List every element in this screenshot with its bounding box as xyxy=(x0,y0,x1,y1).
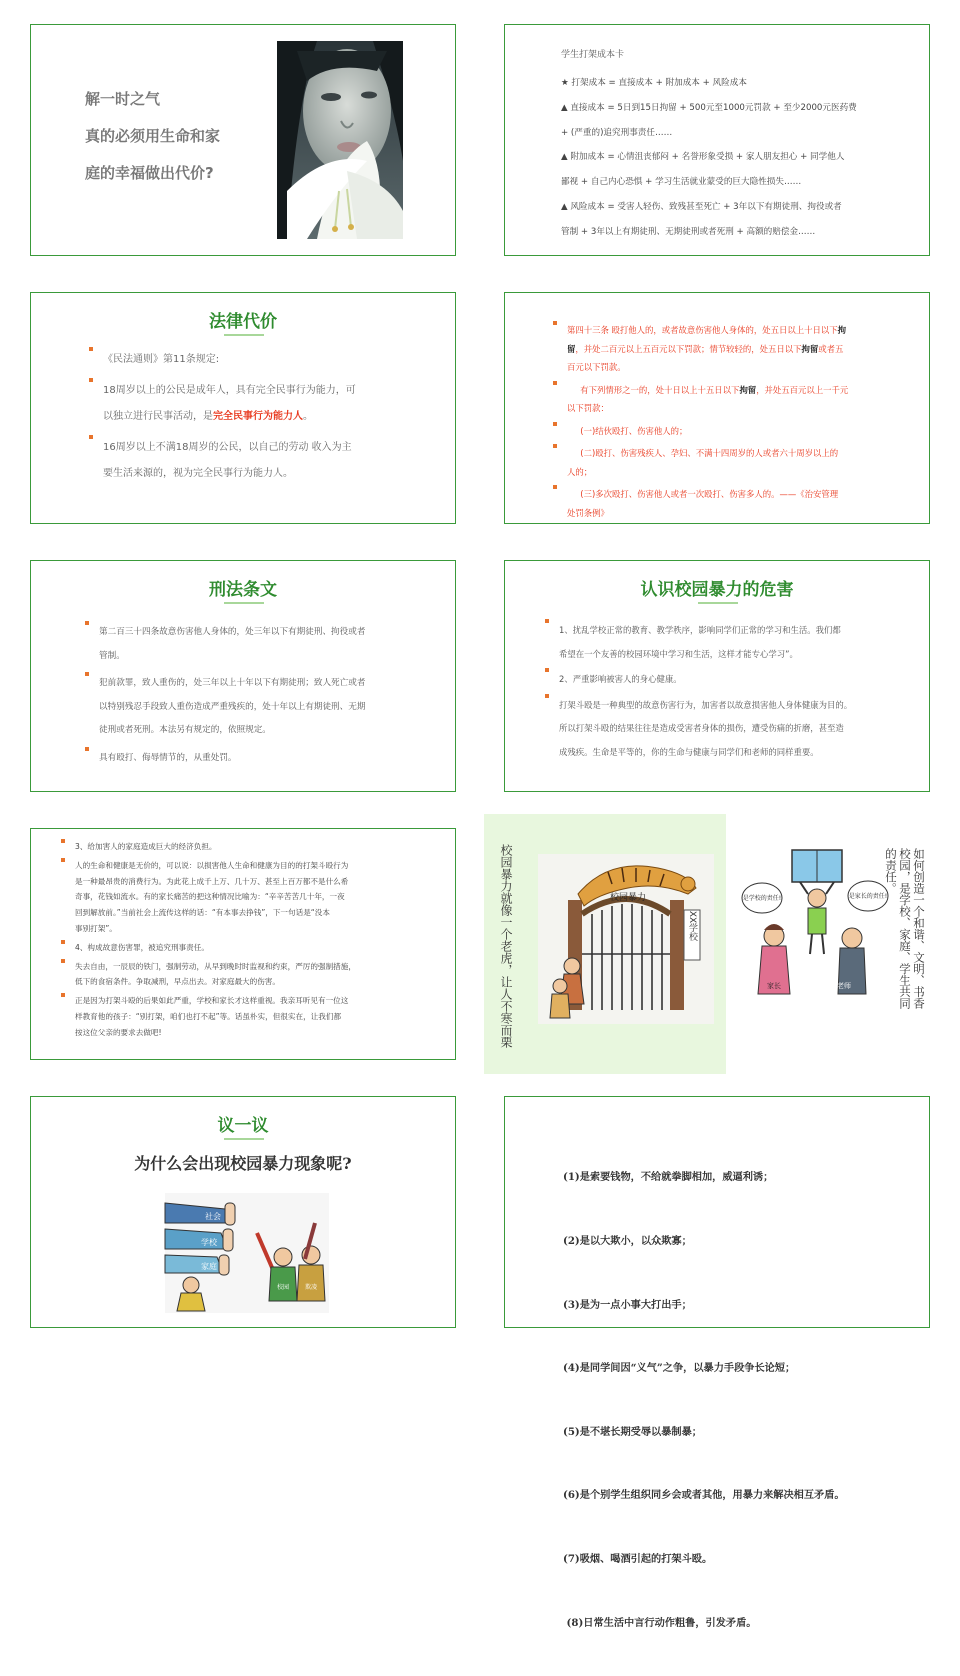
cost-card-heading: 学生打架成本卡 xyxy=(561,50,625,60)
hand-label: 学校 xyxy=(201,1238,217,1247)
kid-label: 欺凌 xyxy=(304,1284,318,1291)
list-item: (3)是为一点小事大打出手； xyxy=(563,1298,692,1311)
cost-item: ▲ 附加成本 = 心情沮丧郁闷 + 名誉形象受损 + 家人朋友担心 + 同学他人 xyxy=(561,152,845,163)
slide-8-left-panel xyxy=(484,814,726,1074)
slide-6 xyxy=(504,560,930,792)
crying-girl-lily-image xyxy=(277,41,403,239)
slide-2 xyxy=(504,24,930,256)
speech-bubble-right: 是家长的责任! xyxy=(848,893,888,900)
list-item: 人的生命和健康是无价的，可以说：以损害他人生命和健康为目的的打架斗殴行为 是一种最昂贵的消费行为。为此花上成千上万、几十万、甚至上百万都不是什么希 奇事，花钱如流水。有的家长痛苦的把这种情况比喻为：“辛辛苦苦几十年，一夜 回到解放前。”当前社会上流传这样的话：“有本事去挣钱”，下一句话是“没本 事别打架”。 xyxy=(61,858,356,937)
list-item: (二)殴打、伤害残疾人、孕妇、不满十四周岁的人或者六十周岁以上的 人的； xyxy=(553,444,848,481)
cost-card-list xyxy=(561,71,857,245)
hand-label: 家庭 xyxy=(201,1262,217,1271)
security-law-list xyxy=(553,321,848,522)
list-item: (6)是个别学生组织同乡会或者其他，用暴力来解决相互矛盾。 xyxy=(563,1489,845,1502)
slide-4 xyxy=(504,292,930,524)
list-item: 正是因为打架斗殴的后果如此严重，学校和家长才这样重视。我亲耳听见有一位这 样教育他的孩子：“别打架，咱们也打不起”等。话虽朴实，但很实在，让我们都 按这位父亲的要求去做吧! xyxy=(61,993,356,1040)
list-item: 第四十三条 殴打他人的，或者故意伤害他人身体的，处五日以上十日以下拘 留，并处二百元以上五百元以下罚款；情节较轻的，处五日以下拘留或者五 百元以下罚款。 xyxy=(553,321,848,377)
list-item: 失去自由，一辰辰的铁门，强制劳动，从早到晚时时监视和约束，严厉的强制措施， 低下的食宿条件。争取减刑，早点出去。对家庭最大的伤害。 xyxy=(61,959,356,991)
cost-item: ★ 打架成本 = 直接成本 + 附加成本 + 风险成本 xyxy=(561,78,747,88)
list-item: (三)多次殴打、伤害他人或者一次殴打、伤害多人的。——《治安管理 处罚条例》 xyxy=(553,485,848,522)
list-item: 犯前款罪，致人重伤的，处三年以上十年以下有期徒刑；致人死亡或者 以特别残忍手段致人重伤造成严重残疾的，处十年以上有期徒刑、无期 徒刑或者死刑。本法另有规定的，依照规定。 xyxy=(85,672,365,743)
cost-item: + (严重的)追究刑事责任…… xyxy=(561,127,673,138)
slide1-line: 庭的幸福做出代价? xyxy=(85,164,214,182)
bullying-hands-illustration xyxy=(165,1193,329,1313)
harmony-caption: 如何创造一个和谐、文明、书香校园，是学校、家庭、学生共同的责任。 xyxy=(884,848,926,1009)
cost-item: ▲ 风险成本 = 受害人轻伤、致残甚至死亡 + 3年以下有期徒刑、拘役或者 xyxy=(561,201,842,212)
criminal-law-list xyxy=(85,621,365,770)
slide-8-right-panel xyxy=(740,814,930,1014)
list-item: (4)是同学间因“义气”之争，以暴力手段争长论短； xyxy=(563,1362,796,1375)
slide-1 xyxy=(30,24,456,256)
cost-item: ▲ 直接成本 = 5日到15日拘留 + 500元至1000元罚款 + 至少2000元医药费 xyxy=(561,102,857,113)
slide5-title: 刑法条文 xyxy=(209,580,277,600)
cost-item: 管制 + 3年以上有期徒刑、无期徒刑或者死刑 + 高额的赔偿金…… xyxy=(561,226,816,237)
slide-3 xyxy=(30,292,456,524)
list-item: 打架斗殴是一种典型的故意伤害行为，加害者以故意损害他人身体健康为目的。 所以打架斗殴的结果往往是造成受害者身体的损伤，遭受伤痛的折磨，甚至造 成残疾。生命是平等的，你的生命与健康与同学们和老师的同样重要。 xyxy=(545,694,852,765)
list-item: 4、构成故意伤害罪，被追究刑事责任。 xyxy=(61,940,356,956)
label-teacher: 老师 xyxy=(837,982,851,990)
slide-9 xyxy=(30,1096,456,1328)
title-underline xyxy=(698,602,738,604)
slide-10 xyxy=(504,1096,930,1629)
harm-list xyxy=(545,619,852,764)
reasons-list xyxy=(563,1125,845,1676)
slide6-title: 认识校园暴力的危害 xyxy=(640,580,794,600)
list-item: (1)是索要钱物，不给就拳脚相加，威逼利诱； xyxy=(563,1171,774,1184)
slide1-line: 真的必须用生命和家 xyxy=(85,127,221,145)
list-item: 有下列情形之一的，处十日以上十五日以下拘留，并处五百元以上一千元 以下罚款： xyxy=(553,381,848,418)
list-item: 2、严重影响被害人的身心健康。 xyxy=(545,668,852,692)
cost-item: 鄙视 + 自己内心恐惧 + 学习生活就业蒙受的巨大隐性损失…… xyxy=(561,177,802,188)
list-item: 3、给加害人的家庭造成巨大的经济负担。 xyxy=(61,839,356,855)
parent-teacher-blame-illustration xyxy=(740,846,890,1006)
school-gate-tiger-illustration xyxy=(538,854,714,1024)
speech-bubble-left: 是学校的责任! xyxy=(742,895,782,902)
slide3-title: 法律代价 xyxy=(209,312,277,332)
slide1-text xyxy=(85,81,220,192)
slide1-line: 解一时之气 xyxy=(85,90,161,108)
list-item: (8)日常生活中言行动作粗鲁，引发矛盾。 xyxy=(563,1616,757,1629)
list-item: (5)是不堪长期受辱以暴制暴； xyxy=(563,1425,702,1438)
civil-law-list xyxy=(89,347,356,487)
list-item: 1、扰乱学校正常的教育、教学秩序，影响同学们正常的学习和生活。我们都 希望在一个友善的校园环境中学习和生活，这样才能专心学习”。 xyxy=(545,619,852,666)
list-item: 16周岁以上不满18周岁的公民，以自己的劳动 收入为主 要生活来源的，视为完全民事行为能力人。 xyxy=(89,435,356,487)
discussion-question: 为什么会出现校园暴力现象呢? xyxy=(134,1154,352,1173)
tiger-caption: 校园暴力就像一个老虎，让人不寒而栗 xyxy=(499,844,513,1048)
title-underline xyxy=(224,334,264,336)
consequence-list xyxy=(61,839,356,1041)
title-underline xyxy=(224,1138,264,1140)
list-item: 第二百三十四条故意伤害他人身体的，处三年以下有期徒刑、拘役或者 管制。 xyxy=(85,621,365,668)
title-underline xyxy=(224,602,264,604)
list-item: 18周岁以上的公民是成年人，具有完全民事行为能力，可 以独立进行民事活动，是完全民事行为能力人。 xyxy=(89,378,356,430)
gate-sign: 校园暴力 xyxy=(609,893,647,903)
school-sign: XX学校 xyxy=(687,910,697,942)
list-item: 《民法通则》第11条规定: xyxy=(89,347,356,373)
list-item: (2)是以大欺小，以众欺寡； xyxy=(563,1235,692,1248)
list-item: 具有殴打、侮辱情节的，从重处罚。 xyxy=(85,747,365,771)
list-item: (一)结伙殴打、伤害他人的； xyxy=(553,422,848,441)
slide-7 xyxy=(30,828,456,1060)
slide9-title: 议一议 xyxy=(217,1116,269,1136)
slide-5 xyxy=(30,560,456,792)
list-item: (7)吸烟、喝酒引起的打架斗殴。 xyxy=(563,1553,713,1566)
hand-label: 社会 xyxy=(205,1212,221,1221)
highlight-text: 完全民事行为能力人 xyxy=(213,411,303,422)
kid-label: 校园 xyxy=(276,1284,290,1291)
label-parent: 家长 xyxy=(767,982,781,990)
